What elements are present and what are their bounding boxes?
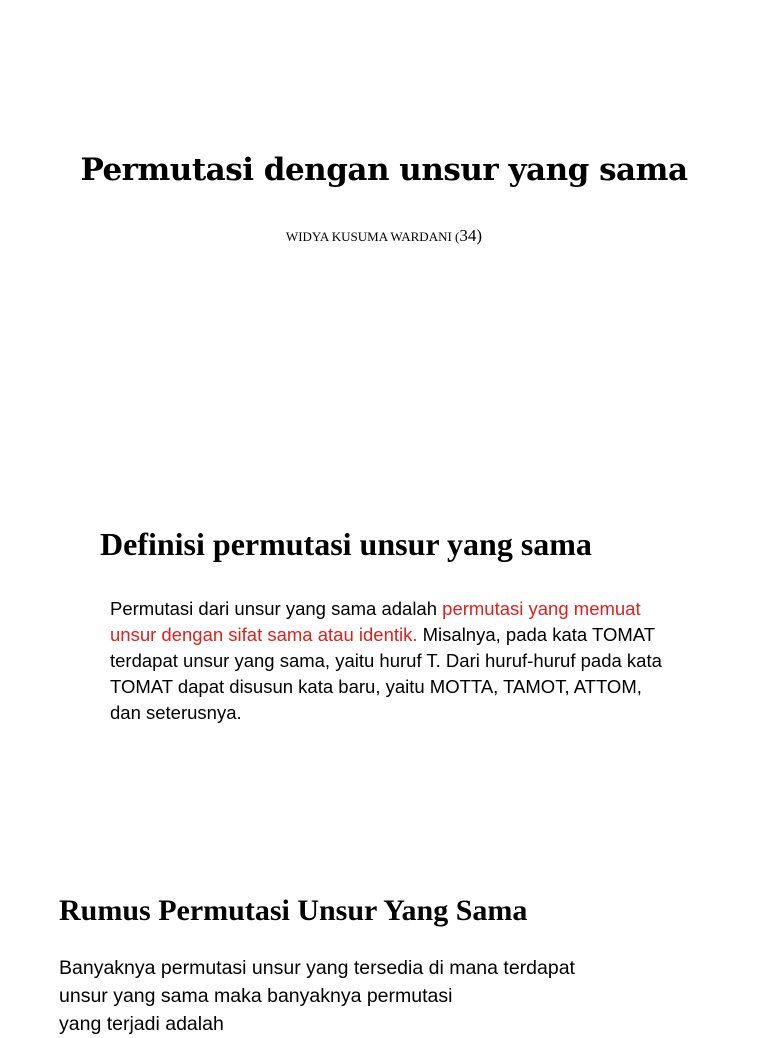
slide-definition	[0, 384, 768, 816]
formula-line-3: yang terjadi adalah	[59, 1013, 224, 1035]
slide-title	[0, 0, 768, 384]
author-number: 34)	[459, 226, 483, 245]
author-name: WIDYA KUSUMA WARDANI (	[285, 229, 460, 244]
definition-paragraph	[110, 596, 670, 726]
definition-highlight: permutasi yang memuat unsur dengan sifat sama atau identik.	[110, 598, 641, 645]
formula-heading: Rumus Permutasi Unsur Yang Sama	[59, 894, 528, 927]
definition-intro: Permutasi dari unsur yang sama adalah	[110, 598, 443, 619]
slide-title-heading: Permutasi dengan unsur yang sama	[80, 152, 688, 188]
slide-formula	[0, 816, 768, 1035]
definition-rest: Misalnya, pada kata TOMAT terdapat unsur yang sama, yaitu huruf T. Dari huruf-huruf pada kata TOMAT dapat disusun kata baru, yaitu MOTTA, TAMOT, ATTOM, dan seterusnya.	[110, 624, 662, 723]
formula-paragraph	[59, 954, 709, 1038]
formula-line-2: unsur yang sama maka banyaknya permutasi	[59, 985, 453, 1007]
author-subtitle	[0, 226, 768, 246]
formula-line-1: Banyaknya permutasi unsur yang tersedia di mana terdapat	[59, 957, 575, 979]
definition-heading: Definisi permutasi unsur yang sama	[100, 526, 592, 562]
